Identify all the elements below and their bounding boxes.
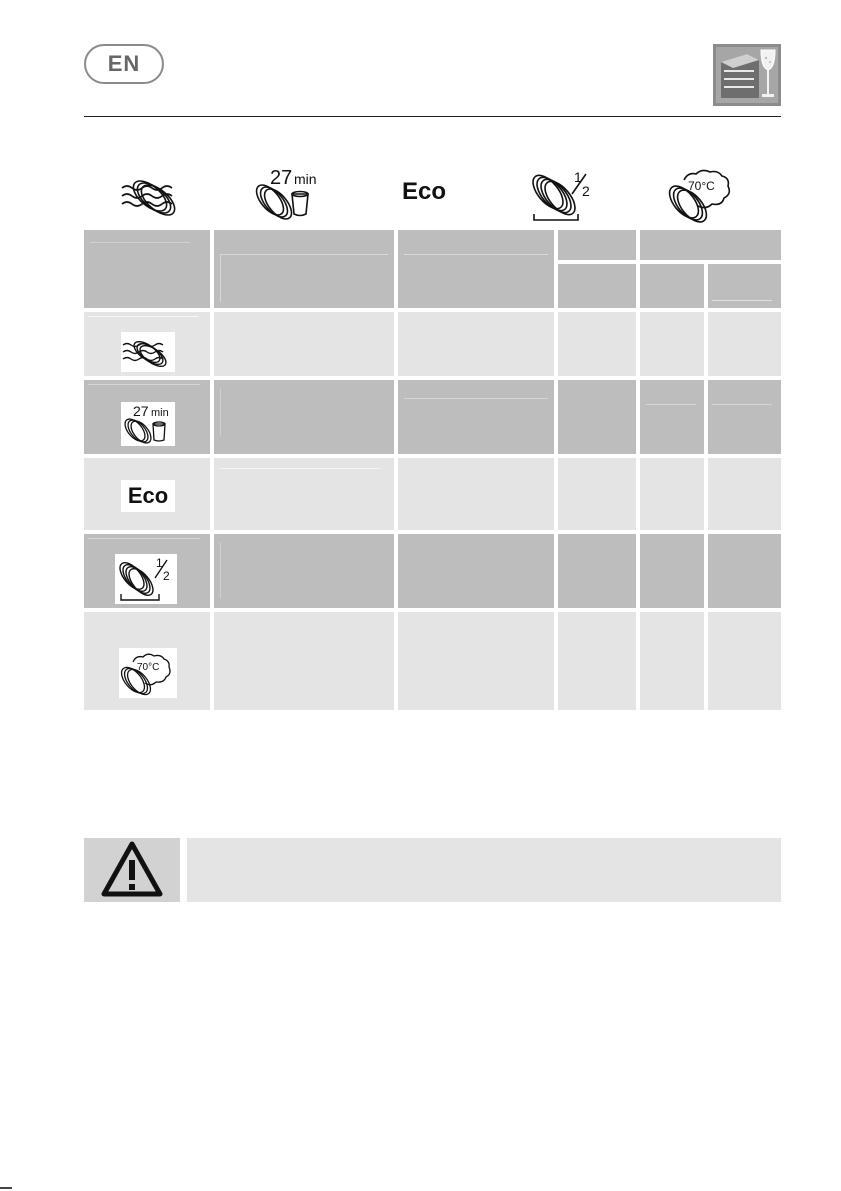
svg-text:2: 2 bbox=[163, 569, 170, 583]
table-cell bbox=[214, 458, 394, 530]
svg-text:2: 2 bbox=[582, 183, 590, 199]
header-subcell-1 bbox=[558, 264, 636, 308]
svg-text:1: 1 bbox=[574, 169, 582, 185]
table-cell bbox=[708, 458, 781, 530]
half-load-icon bbox=[528, 166, 596, 226]
table-cell bbox=[708, 612, 781, 710]
table-cell bbox=[708, 534, 781, 608]
language-badge bbox=[84, 44, 164, 84]
table-cell bbox=[558, 534, 636, 608]
table-cell bbox=[398, 458, 554, 530]
table-cell bbox=[640, 534, 704, 608]
legend-quick-unit: min bbox=[294, 171, 317, 187]
intensive-70c-icon bbox=[664, 166, 736, 226]
header-cell-cycle bbox=[398, 230, 554, 308]
table-cell bbox=[558, 612, 636, 710]
language-badge-label: EN bbox=[107, 51, 141, 76]
table-cell bbox=[398, 380, 554, 454]
eco-icon bbox=[380, 166, 468, 226]
warning-triangle-icon bbox=[84, 838, 180, 902]
table-row bbox=[84, 380, 210, 454]
table-cell bbox=[214, 380, 394, 454]
table-cell bbox=[214, 612, 394, 710]
row-quick-number: 27 bbox=[133, 403, 149, 419]
header-cell-program bbox=[84, 230, 210, 308]
legend-intensive-temp: 70°C bbox=[688, 179, 715, 193]
header-cell-group-b bbox=[640, 230, 781, 260]
table-cell bbox=[398, 312, 554, 376]
table-cell bbox=[398, 612, 554, 710]
table-cell bbox=[558, 312, 636, 376]
header-cell-description bbox=[214, 230, 394, 308]
table-row bbox=[84, 534, 210, 608]
header-subcell-3 bbox=[708, 264, 781, 308]
header-cell-group-a bbox=[558, 230, 636, 260]
table-cell bbox=[558, 380, 636, 454]
table-cell bbox=[640, 612, 704, 710]
table-row bbox=[84, 458, 210, 530]
row-quick-unit: min bbox=[151, 407, 169, 419]
warning-icon-cell bbox=[84, 838, 180, 902]
eco-icon: Eco bbox=[121, 480, 175, 512]
quick-27min-icon bbox=[248, 166, 332, 226]
table-cell bbox=[398, 534, 554, 608]
table-cell bbox=[558, 458, 636, 530]
half-load-icon bbox=[115, 554, 177, 604]
prewash-icon bbox=[118, 166, 182, 226]
dishwasher-glass-photo-icon bbox=[713, 44, 781, 106]
quick-27min-icon bbox=[121, 402, 175, 446]
warning-separator bbox=[182, 838, 185, 902]
table-row bbox=[84, 312, 210, 376]
table-row bbox=[84, 612, 210, 710]
page-footer-mark bbox=[0, 1187, 12, 1189]
legend-eco-label: Eco bbox=[401, 178, 446, 205]
table-cell bbox=[640, 458, 704, 530]
header-rule bbox=[84, 116, 781, 117]
prewash-icon bbox=[121, 332, 175, 372]
row-intensive-temp: 70°C bbox=[137, 662, 160, 673]
intensive-70c-icon bbox=[119, 648, 177, 698]
table-cell bbox=[640, 380, 704, 454]
warning-message-box bbox=[187, 838, 781, 902]
header-subcell-2 bbox=[640, 264, 704, 308]
table-cell bbox=[214, 312, 394, 376]
table-cell bbox=[708, 312, 781, 376]
legend-quick-number: 27 bbox=[270, 167, 293, 189]
table-cell bbox=[640, 312, 704, 376]
table-cell bbox=[214, 534, 394, 608]
svg-text:1: 1 bbox=[156, 556, 163, 570]
table-cell bbox=[708, 380, 781, 454]
